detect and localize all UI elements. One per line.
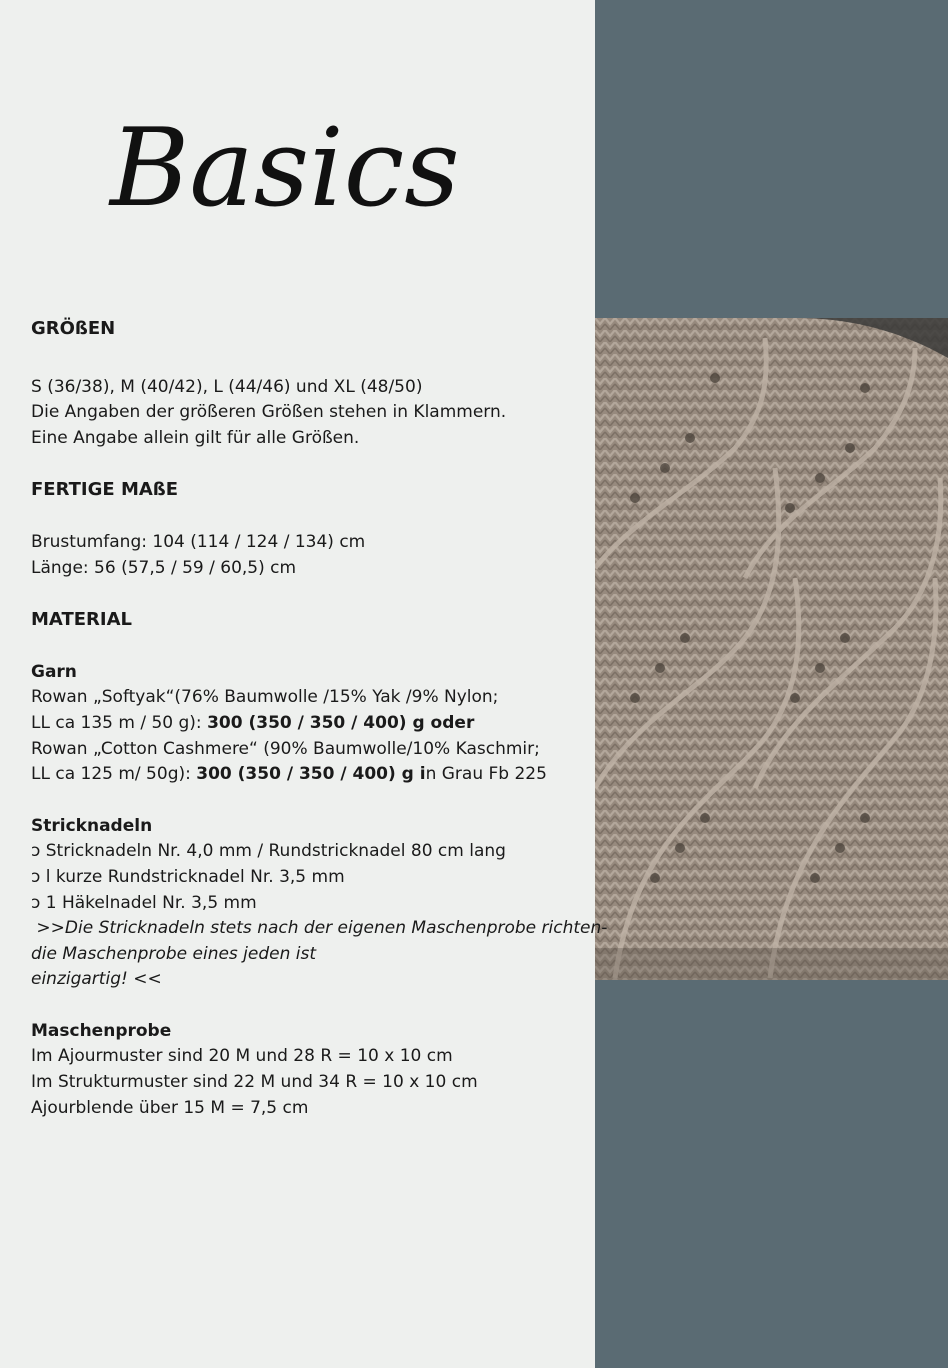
yarn-line-3: Rowan „Cotton Cashmere“ (90% Baumwolle/10% Kaschmir; [31, 738, 540, 759]
content [31, 316, 608, 1121]
sizes-line-2: Die Angaben der größeren Größen stehen in Klammern. [31, 402, 507, 423]
knit-lace-photo [595, 318, 948, 980]
measurements-heading: FERTIGE MAßE [31, 479, 179, 501]
needles-heading: Stricknadeln [31, 815, 153, 836]
needles-item-1: ɔ Stricknadeln Nr. 4,0 mm / Rundstricknadel 80 cm lang [31, 841, 506, 862]
needles-item-3: ɔ 1 Häkelnadel Nr. 3,5 mm [31, 892, 257, 913]
needles-note-1: >>Die Stricknadeln stets nach der eigenen Maschenprobe richten- [31, 918, 608, 939]
gauge-heading: Maschenprobe [31, 1020, 172, 1041]
sizes-line-3: Eine Angabe allein gilt für alle Größen. [31, 427, 360, 448]
measurements-line-1: Brustumfang: 104 (114 / 124 / 134) cm [31, 531, 366, 552]
needles-note-2: die Maschenprobe eines jeden ist [31, 943, 317, 964]
gauge-line-3: Ajourblende über 15 M = 7,5 cm [31, 1097, 309, 1118]
yarn-line-2: LL ca 135 m / 50 g): 300 (350 / 350 / 400) g oder [31, 712, 475, 733]
page-title [100, 95, 480, 265]
sizes-line-1: S (36/38), M (40/42), L (44/46) und XL (48/50) [31, 376, 423, 397]
yarn-line-1: Rowan „Softyak“(76% Baumwolle /15% Yak /9% Nylon; [31, 687, 499, 708]
measurements-line-2: Länge: 56 (57,5 / 59 / 60,5) cm [31, 557, 297, 578]
title-text: Basics [110, 106, 460, 231]
gauge-line-1: Im Ajourmuster sind 20 M und 28 R = 10 x 10 cm [31, 1046, 453, 1067]
gauge-line-2: Im Strukturmuster sind 22 M und 34 R = 10 x 10 cm [31, 1072, 478, 1093]
needles-note-3: einzigartig! << [31, 969, 162, 990]
sizes-heading: GRÖßEN [31, 318, 116, 339]
yarn-heading: Garn [31, 661, 77, 682]
needles-item-2: ɔ l kurze Rundstricknadel Nr. 3,5 mm [31, 866, 345, 887]
yarn-line-4: LL ca 125 m/ 50g): 300 (350 / 350 / 400) g in Grau Fb 225 [31, 764, 547, 785]
material-heading: MATERIAL [31, 609, 132, 631]
